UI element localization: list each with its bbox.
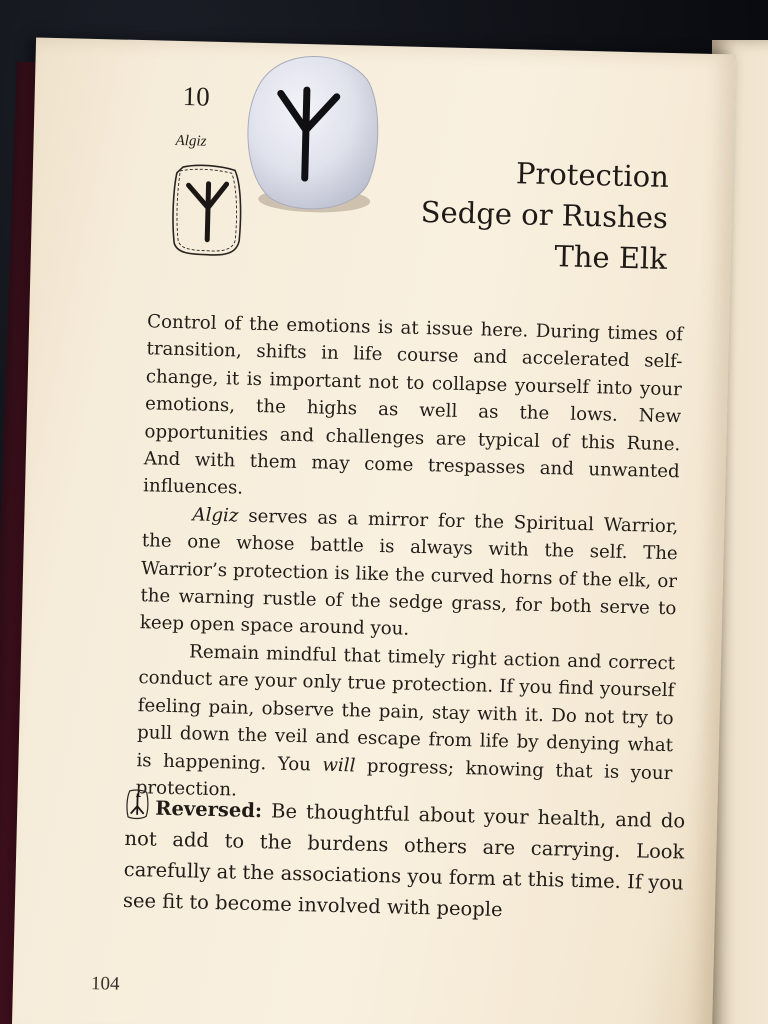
title-line-protection: Protection [515,156,670,194]
title-line-sedge: Sedge or Rushes [420,194,669,235]
reversed-section [123,788,686,930]
chapter-number: 10 [182,81,211,112]
paragraph-2 [139,500,678,650]
paragraph-1: Control of the emotions is at issue here. During times of transition, shifts in life course and accelerated self-change, it is important not to collapse yourself into your emotions, the highs as well as the lows. New opportunities and challenges are typical of this Rune. And with them may come trespasses and unwanted influences. [142,311,684,500]
reversed-label: Reversed: [155,796,263,823]
body-text [135,308,683,814]
algiz-rune-icon [167,159,245,261]
emphasis-will: will [322,754,356,776]
paragraph-2-text: serves as a mirror for the Spiritual Warrior, the one whose battle is always with the self. The Warrior’s protection is like the curved horns of the elk, or the warning rustle of the sedge grass, for both serve to keep open space around you. [139,505,679,641]
rune-name-caption: Algiz [175,132,207,150]
chapter-title [419,151,669,280]
rune-name-inline: Algiz [192,504,239,527]
paragraph-3-text: Remain mindful that timely right action and correct conduct are your only true protection. If you find yourself feeling pain, observe the pain, stay with it. Do not try to pull down the veil and escape from life by denying what is happening. You [136,641,676,775]
reversed-text: Be thoughtful about your health, and do not add to the burdens others are carrying. Look carefully at the associations you form at this time. If you see fit to become involved with people [122,799,686,922]
reversed-algiz-rune-icon [125,788,150,821]
title-line-elk: The Elk [554,239,668,276]
paragraph-3 [135,637,675,814]
paragraph-3-end: progress; knowing that is your protection. [135,755,673,801]
page-number: 104 [90,973,120,995]
book-page [12,37,736,1024]
rune-stone-algiz [242,49,384,220]
